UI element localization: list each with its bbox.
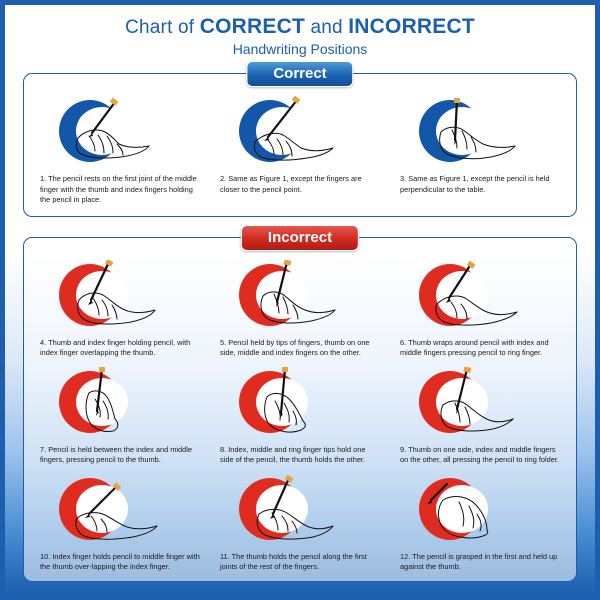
figure-10	[34, 474, 206, 573]
section-incorrect	[23, 228, 577, 582]
figure-7-illustration	[45, 367, 195, 441]
banner-correct: Correct	[246, 61, 353, 87]
title-text-mid: and	[305, 17, 349, 38]
figure-4-caption: 4. Thumb and index finger holding pencil, with index finger overlapping the thumb.	[40, 337, 191, 358]
figure-8	[214, 367, 386, 466]
figure-9	[394, 367, 566, 466]
incorrect-row-3	[30, 474, 570, 573]
figure-12	[394, 474, 566, 573]
figure-4	[34, 260, 206, 359]
figure-10-illustration	[45, 474, 195, 548]
title-text-pre: Chart of	[125, 17, 200, 38]
hand-pencil-drawing-3	[405, 96, 555, 170]
hand-pencil-drawing-5	[225, 260, 375, 334]
figure-8-caption: 8. Index, middle and ring finger tips hold one side of the pencil, the thumb holds the other.	[220, 444, 366, 465]
figure-7-caption: 7. Pencil is held between the index and middle fingers, pressing pencil to the thumb.	[40, 444, 193, 465]
figure-12-illustration	[405, 474, 555, 548]
hand-pencil-drawing-12	[405, 474, 555, 548]
hand-pencil-drawing-2	[225, 96, 375, 170]
section-correct	[23, 65, 577, 217]
hand-pencil-drawing-10	[45, 474, 195, 548]
figure-11-illustration	[225, 474, 375, 548]
figure-9-caption: 9. Thumb on one side, index and middle fingers on the other, all pressing the pencil to ring folder.	[400, 444, 559, 465]
figure-5-caption: 5. Pencil held by tips of fingers, thumb on one side, middle and index fingers on the other.	[220, 337, 370, 358]
page-title	[5, 5, 595, 57]
banner-incorrect: Incorrect	[241, 225, 359, 251]
figure-2-caption: 2. Same as Figure 1, except the fingers are closer to the pencil point.	[220, 174, 362, 194]
incorrect-row-1	[30, 260, 570, 359]
figure-3-illustration	[405, 96, 555, 170]
figure-5	[214, 260, 386, 359]
figure-8-illustration	[225, 367, 375, 441]
figure-2-illustration	[225, 96, 375, 170]
figure-4-illustration	[45, 260, 195, 334]
figure-2	[214, 96, 386, 195]
hand-pencil-drawing-4	[45, 260, 195, 334]
title-text-incorrect: INCORRECT	[348, 15, 475, 38]
figure-6-illustration	[405, 260, 555, 334]
figure-7	[34, 367, 206, 466]
figure-1-illustration	[45, 96, 195, 170]
title-line-2: Handwriting Positions	[232, 41, 368, 57]
figure-5-illustration	[225, 260, 375, 334]
hand-pencil-drawing-9	[405, 367, 555, 441]
figure-9-illustration	[405, 367, 555, 441]
figure-1	[34, 96, 206, 206]
figure-1-caption: 1. The pencil rests on the first joint of the middle finger with the thumb and index fingers holding the pencil in place.	[40, 174, 197, 205]
figure-6	[394, 260, 566, 359]
figure-11	[214, 474, 386, 573]
figure-6-caption: 6. Thumb wraps around pencil with index and middle fingers pressing pencil to ring finger.	[400, 337, 549, 358]
correct-row-1	[30, 96, 570, 206]
hand-pencil-drawing-1	[45, 96, 195, 170]
figure-3	[394, 96, 566, 195]
hand-pencil-drawing-7	[45, 367, 195, 441]
title-text-correct: CORRECT	[199, 15, 305, 38]
figure-10-caption: 10. Index finger holds pencil to middle finger with the thumb over-lapping the index finger.	[40, 551, 200, 572]
figure-12-caption: 12. The pencil is grasped in the first and held up against the thumb.	[400, 551, 558, 572]
figure-3-caption: 3. Same as Figure 1, except the pencil is held perpendicular to the table.	[400, 174, 550, 194]
figure-11-caption: 11. The thumb holds the pencil along the first joints of the rest of the fingers.	[220, 551, 367, 572]
hand-pencil-drawing-8	[225, 367, 375, 441]
hand-pencil-drawing-11	[225, 474, 375, 548]
hand-pencil-drawing-6	[405, 260, 555, 334]
incorrect-row-2	[30, 367, 570, 466]
title-line-1	[5, 15, 595, 39]
